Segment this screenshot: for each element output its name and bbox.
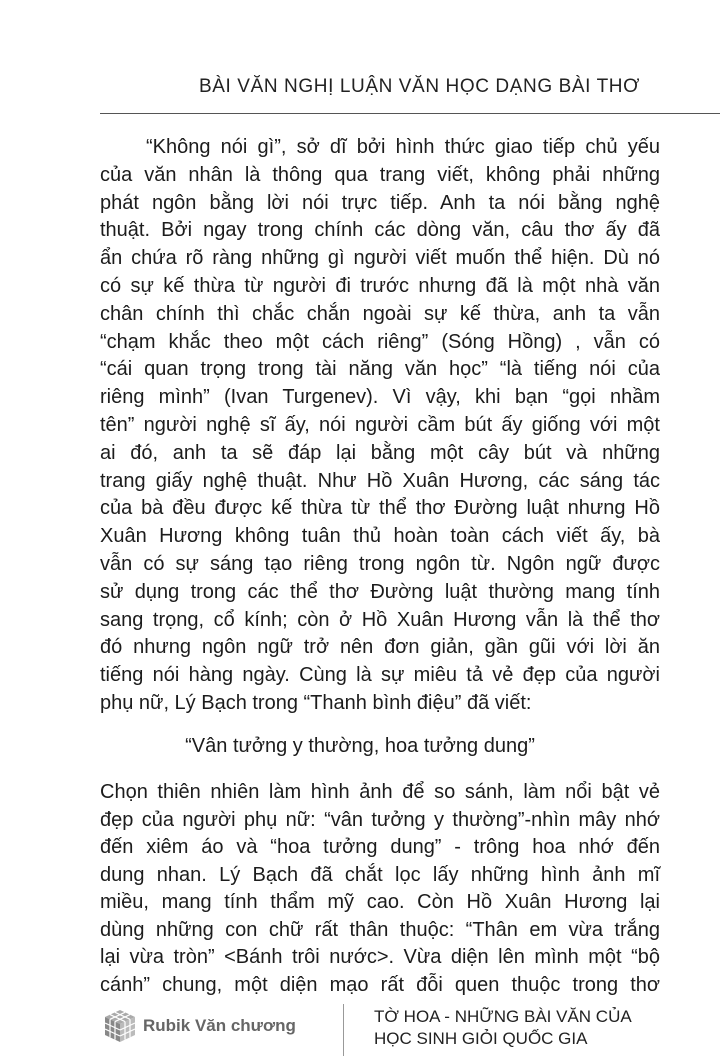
text-line: “Không nói gì”, sở dĩ bởi hình thức giao tiếp chủ yếu	[146, 136, 660, 158]
text-line: chân chính thì chắc chắn ngoài sự kế thừa, anh ta vẫn	[100, 302, 660, 325]
text-line: trang giấy nghệ thuật. Như Hồ Xuân Hương, các sáng tác	[100, 469, 660, 492]
text-line: Chọn thiên nhiên làm hình ảnh để so sánh, làm nổi bật vẻ	[100, 781, 660, 803]
text-line: ẩn chứa rõ ràng những gì người viết muốn thể hiện. Dù nó	[100, 247, 660, 270]
text-line: miều, mang tính thẩm mỹ cao. Còn Hồ Xuân Hương lại	[100, 891, 660, 913]
text-line: đẹp của người phụ nữ: “vân tưởng y thường”-nhìn mây nhớ	[100, 808, 660, 831]
publisher-name: Rubik Văn chương	[143, 1016, 296, 1035]
text-line: phụ nữ, Lý Bạch trong “Thanh bình điệu” đã viết:	[100, 692, 532, 714]
footer-divider	[343, 1004, 344, 1056]
publisher-logo	[103, 1008, 296, 1044]
book-title	[374, 1006, 632, 1050]
header-divider	[100, 113, 720, 114]
text-line: vẫn có sự sáng tạo riêng trong ngôn từ. Ngôn ngữ được	[100, 553, 660, 575]
text-line: có sự kế thừa từ người đi trước nhưng đã là một nhà văn	[100, 275, 660, 297]
text-line: của văn nhân là thông qua trang viết, không phải những	[100, 163, 660, 186]
book-title-line-1: TỜ HOA - NHỮNG BÀI VĂN CỦA	[374, 1007, 632, 1026]
text-line: tên” người nghệ sĩ ấy, nói người cầm bút ấy giống với một	[100, 414, 660, 436]
running-header: BÀI VĂN NGHỊ LUẬN VĂN HỌC DẠNG BÀI THƠ	[199, 76, 640, 97]
text-line: thuật. Bởi ngay trong chính các dòng văn, câu thơ ấy đã	[100, 219, 660, 242]
text-line: riêng mình” (Ivan Turgenev). Vì vậy, khi bạn “gọi nhầm	[100, 386, 660, 409]
text-line: sang trọng, cổ kính; còn ở Hồ Xuân Hương vẫn là thể thơ	[100, 608, 660, 631]
text-line: đó nhưng ngôn ngữ trở nên đơn giản, gần gũi với lời ăn	[100, 636, 660, 659]
text-line: sử dụng trong các thể thơ Đường luật thường mang tính	[100, 580, 660, 603]
text-line: tiếng nói hàng ngày. Cùng là sự miêu tả vẻ đẹp của người	[100, 664, 660, 687]
text-line: lại vừa tròn” <Bánh trôi nước>. Vừa diện lên mình một “bộ	[100, 946, 660, 968]
text-line: phát ngôn bằng lời nói trực tiếp. Anh ta nói bằng nghệ	[100, 191, 660, 214]
text-line: “chạm khắc theo một cách riêng” (Sóng Hồng) , vẫn có	[100, 330, 660, 353]
text-line: dung nhan. Lý Bạch đã chắt lọc lấy những hình ảnh mĩ	[100, 863, 660, 886]
rubik-cube-icon	[103, 1008, 137, 1044]
text-line: Xuân Hương không tuân thủ hoàn toàn cách viết ấy, bà	[100, 525, 660, 548]
text-line: đến xiêm áo và “hoa tưởng dung” - trông hoa nhớ đến	[100, 836, 660, 858]
text-line: ai đó, anh ta sẽ đáp lại bằng một cây bút và những	[100, 441, 660, 464]
text-line: “cái quan trọng trong tài năng văn học” “là tiếng nói của	[100, 358, 660, 381]
text-line: dùng những con chữ rất thân thuộc: “Thân em vừa trắng	[100, 918, 660, 941]
text-line: cánh” chung, một diện mạo rất đỗi quen thuộc trong thơ	[100, 973, 660, 996]
text-line: của bà đều được kế thừa từ thể thơ Đường luật nhưng Hồ	[100, 497, 660, 520]
book-title-line-2: HỌC SINH GIỎI QUỐC GIA	[374, 1029, 588, 1048]
poem-quote: “Vân tưởng y thường, hoa tưởng dung”	[185, 735, 535, 757]
